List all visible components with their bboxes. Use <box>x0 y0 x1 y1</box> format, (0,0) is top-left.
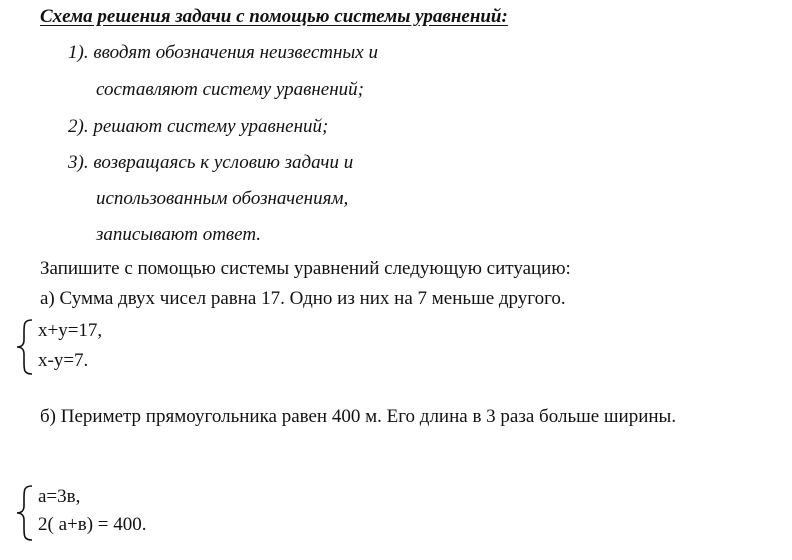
system-brace-icon <box>14 484 36 542</box>
scheme-step-1: 1). вводят обозначения неизвестных и <box>68 42 378 63</box>
system-b-eq-1: а=3в, <box>38 486 81 507</box>
task-instruction: Запишите с помощью системы уравнений следующую ситуацию: <box>40 258 571 279</box>
scheme-step-2: 2). решают систему уравнений; <box>68 116 329 137</box>
scheme-step-1-cont: составляют систему уравнений; <box>96 79 364 100</box>
system-a-eq-2: x-y=7. <box>38 350 89 371</box>
part-a-text: а) Сумма двух чисел равна 17. Одно из них на 7 меньше другого. <box>40 288 566 309</box>
scheme-step-3-cont: использованным обозначениям, <box>96 188 349 209</box>
part-b-text: б) Периметр прямоугольника равен 400 м. Его длина в 3 раза больше ширины. <box>40 406 677 427</box>
system-a-eq-1: x+y=17, <box>38 320 103 341</box>
scheme-step-3: 3). возвращаясь к условию задачи и <box>68 152 354 173</box>
system-brace-icon <box>14 318 36 376</box>
scheme-title: Схема решения задачи с помощью системы уравнений: <box>40 6 508 27</box>
system-b-eq-2: 2( а+в) = 400. <box>38 514 147 535</box>
scheme-step-3-end: записывают ответ. <box>96 224 262 245</box>
